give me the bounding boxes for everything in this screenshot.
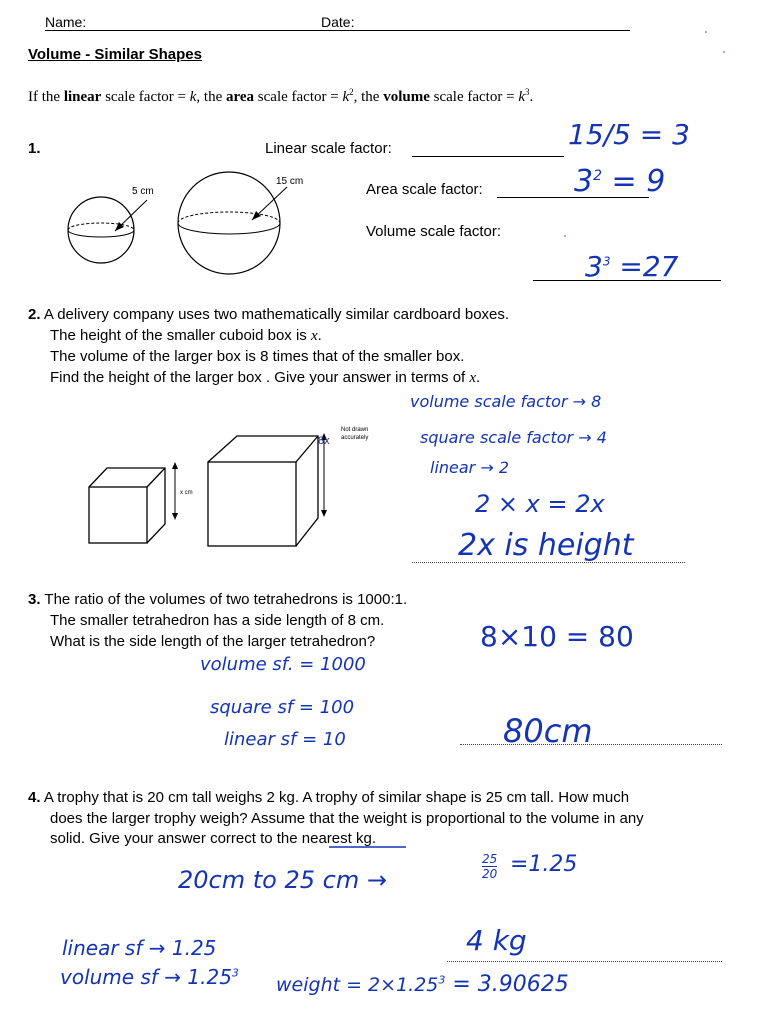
hw-q2-calc: 2 × x = 2x: [475, 490, 605, 518]
q1-volume-label: Volume scale factor:: [366, 223, 502, 240]
hw-base: 3: [574, 164, 594, 199]
hw-exponent: 3: [231, 966, 239, 980]
intro-text: If the: [28, 89, 64, 105]
intro-text: , the: [353, 89, 384, 105]
q4-text: A trophy that is 20 cm tall weighs 2 kg. A trophy of similar shape is 25 cm tall. How much: [40, 789, 630, 806]
q1-number: 1.: [28, 140, 41, 157]
arrowhead: [172, 513, 178, 520]
small-sphere-equator-back: [68, 223, 134, 230]
hw-q3-calc: 8×10 = 80: [480, 620, 634, 653]
q1-linear-label: Linear scale factor:: [265, 140, 392, 157]
hw-frac-num: 25: [482, 852, 498, 866]
q4-line1: [28, 789, 629, 806]
intro-text: .: [529, 89, 534, 105]
hw-q1-linear: 15/5 = 3: [568, 118, 690, 151]
small-sphere: [68, 197, 134, 263]
hw-q3-answer: 80cm: [503, 712, 593, 750]
intro-text: , the: [196, 89, 226, 105]
q4-line3: [50, 830, 376, 847]
q2-line4: [50, 369, 480, 387]
q3-text: The ratio of the volumes of two tetrahedrons is 1000:1.: [40, 591, 408, 608]
q2-answer-line: [412, 562, 685, 563]
small-sphere-label: 5 cm: [132, 186, 154, 197]
not-drawn-note: accurately: [341, 435, 369, 441]
intro-k: k: [342, 89, 350, 105]
date-label: Date:: [321, 14, 355, 30]
intro-k: k: [189, 89, 197, 105]
page-title: Volume - Similar Shapes: [28, 46, 202, 63]
not-drawn-note: Not drawn: [341, 427, 369, 433]
hw-q4-linear: linear sf → 1.25: [62, 936, 217, 960]
intro-text: scale factor =: [254, 89, 343, 105]
hw-q4-ratio: 20cm to 25 cm →: [178, 866, 387, 894]
hw-frac-den: 20: [482, 867, 498, 881]
q2-line3: The volume of the larger box is 8 times that of the smaller box.: [50, 348, 465, 365]
hw-text: = 3.90625: [445, 972, 569, 997]
q4-line2: does the larger trophy weigh? Assume that the weight is proportional to the volume in any: [50, 810, 644, 827]
small-box-height-label: x cm: [180, 490, 193, 496]
hw-exponent: 3: [438, 973, 446, 987]
hw-q2-answer: 2x is height: [458, 528, 634, 563]
q2-text: The height of the smaller cuboid box is: [50, 327, 311, 344]
q2-line1: [28, 306, 509, 323]
q3-line2: The smaller tetrahedron has a side length of 8 cm.: [50, 612, 385, 629]
q2-number: 2.: [28, 306, 41, 323]
hw-q3-volume: volume sf. = 1000: [200, 654, 366, 675]
q2-text: A delivery company uses two mathematically similar cardboard boxes.: [40, 306, 510, 323]
large-sphere-equator: [178, 223, 280, 234]
q2-text: .: [317, 327, 322, 344]
hw-q1-area: [574, 164, 665, 199]
hw-exponent: 2: [593, 168, 603, 184]
q4-number: 4.: [28, 789, 41, 806]
intro-volume: volume: [383, 89, 430, 105]
stray-mark: [564, 235, 566, 237]
arrowhead: [172, 462, 178, 469]
q2-text: Find the height of the larger box . Give your answer in terms of: [50, 369, 470, 386]
hw-text: weight = 2×1.25: [276, 974, 439, 996]
large-sphere-label: 15 cm: [276, 176, 304, 187]
hw-q4-volume: [60, 965, 239, 989]
large-box: [208, 436, 318, 546]
name-label: Name:: [45, 14, 87, 30]
stray-mark: [723, 51, 725, 53]
q3-line1: [28, 591, 407, 608]
intro-text: scale factor =: [101, 89, 190, 105]
large-box-height-label: 8x: [318, 435, 330, 447]
hw-q4-frac-result: =1.25: [510, 852, 578, 877]
hw-q1-volume: [585, 250, 678, 283]
hw-text: volume sf → 1.25: [60, 965, 232, 989]
stray-mark: [705, 31, 707, 33]
intro-text: scale factor =: [429, 89, 519, 105]
q2-var: x: [310, 328, 318, 344]
hw-q4-fraction: [482, 852, 497, 881]
q1-area-label: Area scale factor:: [366, 181, 483, 198]
q2-var: x: [469, 370, 477, 386]
small-sphere-equator: [68, 230, 134, 237]
hw-base: 3: [585, 250, 603, 283]
q2-text: .: [476, 369, 481, 386]
intro-linear: linear: [63, 89, 102, 105]
hw-q4-weight: [276, 972, 569, 997]
hw-rest: =27: [610, 250, 679, 283]
hw-q3-linear: linear sf = 10: [224, 729, 346, 750]
hw-q2-volume-sf: volume scale factor → 8: [410, 392, 602, 411]
arrowhead: [321, 510, 327, 517]
large-sphere: [178, 172, 280, 274]
intro-area: area: [226, 89, 255, 105]
q3-line3: What is the side length of the larger tetrahedron?: [50, 633, 376, 650]
hw-q2-square-sf: square scale factor → 4: [420, 428, 607, 447]
q4-answer-line: [447, 961, 722, 962]
q4-text: nearest kg.: [301, 830, 376, 847]
hw-q4-answer: 4 kg: [466, 924, 527, 957]
q3-answer-line: [460, 744, 722, 745]
intro-k: k: [518, 89, 525, 105]
q3-number: 3.: [28, 591, 41, 608]
q2-line2: [50, 327, 322, 345]
intro-exponent: 3: [524, 87, 530, 97]
hw-rest: = 9: [602, 164, 666, 199]
intro-exponent: 2: [349, 87, 354, 97]
large-sphere-equator-back: [178, 212, 280, 223]
q4-text: solid. Give your answer correct to the: [50, 830, 302, 847]
hw-q3-square: square sf = 100: [210, 697, 355, 718]
hw-exponent: 3: [602, 254, 611, 269]
hw-q2-linear: linear → 2: [430, 458, 510, 477]
small-box: [89, 468, 165, 543]
